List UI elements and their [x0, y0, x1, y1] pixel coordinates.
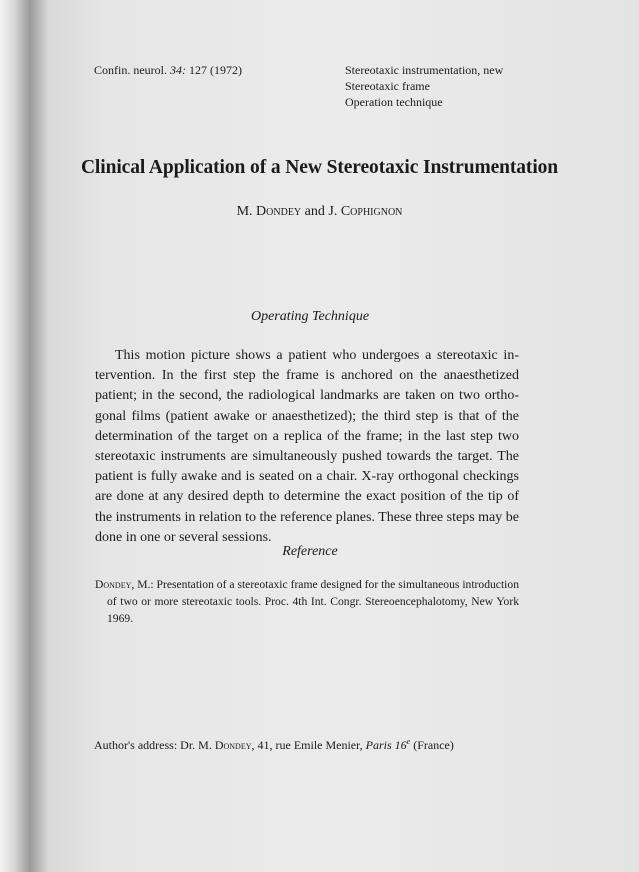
body-paragraph: This motion picture shows a patient who undergoes a stereotaxic intervention. In the first step the frame is anchored on the anaesthetized patient; in the second, the radiological landmarks are taken on two orthogonal films (patient awake or anaesthetized); the third step is that of the determination of the target on a replica of the frame; in the last step two stereotaxic instruments are simultaneously pushed towards the target. The patient is fully awake and is seated on a chair. X-ray orthogonal checkings are done at any desired depth to determine the exact position of the tip of the instruments in relation to the reference planes. These three steps may be done in one or several sessions. [95, 348, 519, 545]
reference-author: Dondey, M. [95, 578, 151, 591]
author-name: Cophignon [340, 204, 403, 219]
journal-citation [94, 62, 242, 78]
journal-name: Confin. neurol. [94, 63, 167, 77]
reference-entry: Dondey, M.: Presentation of a stereotaxic frame designed for the simultaneous introduction of two or more stereotaxic tools. Proc. 4th Int. Congr. Stereoencephalotomy, New York 1969. [95, 578, 519, 625]
keywords-list [345, 62, 503, 110]
book-spine-shadow [0, 0, 48, 872]
author-name: Dondey [256, 204, 302, 219]
section-heading-operating-technique: Operating Technique [250, 309, 370, 324]
address-name: Dondey [214, 738, 252, 752]
keyword: Stereotaxic instrumentation, new [345, 63, 504, 77]
article-title: Clinical Application of a New Stereotaxic Instrumentation [80, 157, 559, 178]
journal-pages-year: 127 (1972) [189, 63, 242, 77]
section-heading-reference: Reference [282, 544, 338, 559]
author-line: M. Dondey and J. Cophignon [236, 204, 403, 219]
journal-volume: 34: [170, 63, 186, 77]
author-address: Author's address: Dr. M. Dondey, 41, rue Emile Menier, Paris 16e (France) [94, 737, 454, 752]
address-city: Paris 16 [365, 738, 407, 752]
keyword: Operation technique [345, 95, 443, 109]
keyword: Stereotaxic frame [345, 79, 430, 93]
